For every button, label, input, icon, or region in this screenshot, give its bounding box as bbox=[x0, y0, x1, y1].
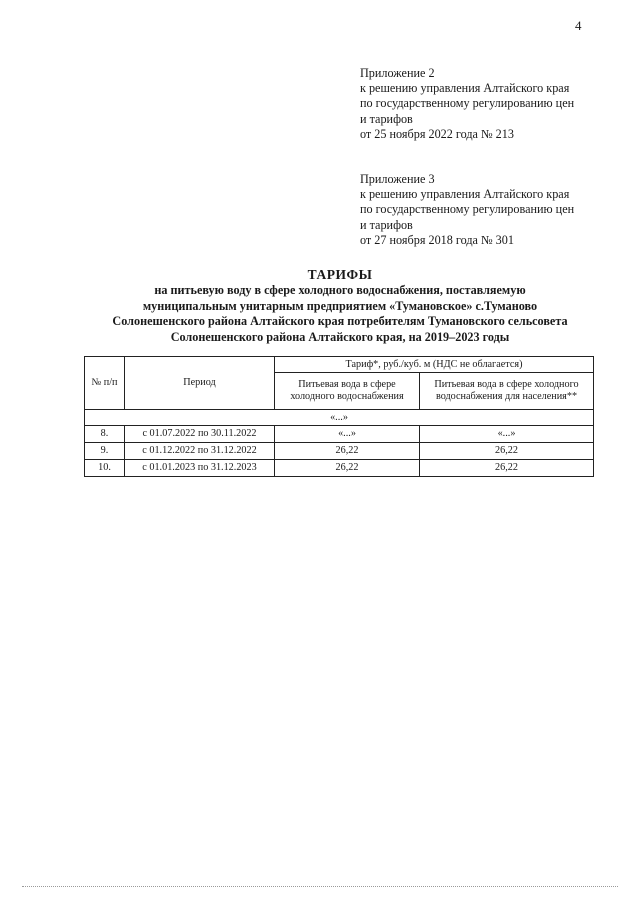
table-row bbox=[85, 443, 594, 460]
appendix-2-line: к решению управления Алтайского края bbox=[360, 81, 570, 96]
row-period: с 01.01.2023 по 31.12.2023 bbox=[125, 460, 275, 477]
appendix-2-line: от 25 ноября 2022 года № 213 bbox=[360, 126, 514, 141]
table-header-row bbox=[85, 357, 594, 373]
row-tariff-b: 26,22 bbox=[420, 460, 594, 477]
appendix-3-line: к решению управления Алтайского края bbox=[360, 187, 570, 202]
row-tariff-b: 26,22 bbox=[420, 443, 594, 460]
tariffs-table bbox=[84, 356, 594, 477]
row-period: с 01.12.2022 по 31.12.2022 bbox=[125, 443, 275, 460]
row-tariff-a: «...» bbox=[275, 426, 420, 443]
appendix-3-line: Приложение 3 bbox=[360, 172, 435, 186]
appendix-3-line: по государственному регулированию цен bbox=[360, 202, 575, 217]
header-number: № п/п bbox=[85, 357, 125, 410]
row-number: 9. bbox=[85, 443, 125, 460]
row-tariff-a: 26,22 bbox=[275, 460, 420, 477]
appendix-2-line: по государственному регулированию цен bbox=[360, 96, 575, 111]
table-row bbox=[85, 460, 594, 477]
heading-line: на питьевую воду в сфере холодного водоснабжения, поставляемую bbox=[154, 283, 526, 297]
appendix-2-reference bbox=[360, 66, 620, 142]
row-tariff-a: 26,22 bbox=[275, 443, 420, 460]
header-tariff-cold-water: Питьевая вода в сфере холодного водоснабжения bbox=[275, 373, 420, 410]
appendix-3-reference bbox=[360, 172, 620, 248]
heading-line: Солонешенского района Алтайского края потребителям Тумановского сельсовета bbox=[112, 314, 568, 329]
table-row bbox=[85, 426, 594, 443]
table-omission-row bbox=[85, 410, 594, 426]
header-period: Период bbox=[125, 357, 275, 410]
document-title: ТАРИФЫ bbox=[307, 267, 373, 282]
page-bottom-rule bbox=[22, 886, 618, 887]
row-tariff-b: «...» bbox=[420, 426, 594, 443]
appendix-2-line: Приложение 2 bbox=[360, 66, 435, 80]
row-number: 8. bbox=[85, 426, 125, 443]
heading-line: Солонешенского района Алтайского края, на 2019–2023 годы bbox=[170, 329, 510, 344]
row-number: 10. bbox=[85, 460, 125, 477]
appendix-2-line: и тарифов bbox=[360, 111, 413, 126]
document-heading bbox=[60, 266, 620, 345]
omission-cell: «...» bbox=[85, 410, 594, 426]
appendix-3-line: и тарифов bbox=[360, 217, 413, 232]
heading-line: муниципальным унитарным предприятием «Тумановское» с.Туманово bbox=[142, 298, 538, 313]
header-tariff-population: Питьевая вода в сфере холодного водоснабжения для населения** bbox=[420, 373, 594, 410]
appendix-3-line: от 27 ноября 2018 года № 301 bbox=[360, 232, 514, 247]
header-tariff: Тариф*, руб./куб. м (НДС не облагается) bbox=[275, 357, 594, 373]
row-period: с 01.07.2022 по 30.11.2022 bbox=[125, 426, 275, 443]
page-number: 4 bbox=[575, 18, 582, 33]
